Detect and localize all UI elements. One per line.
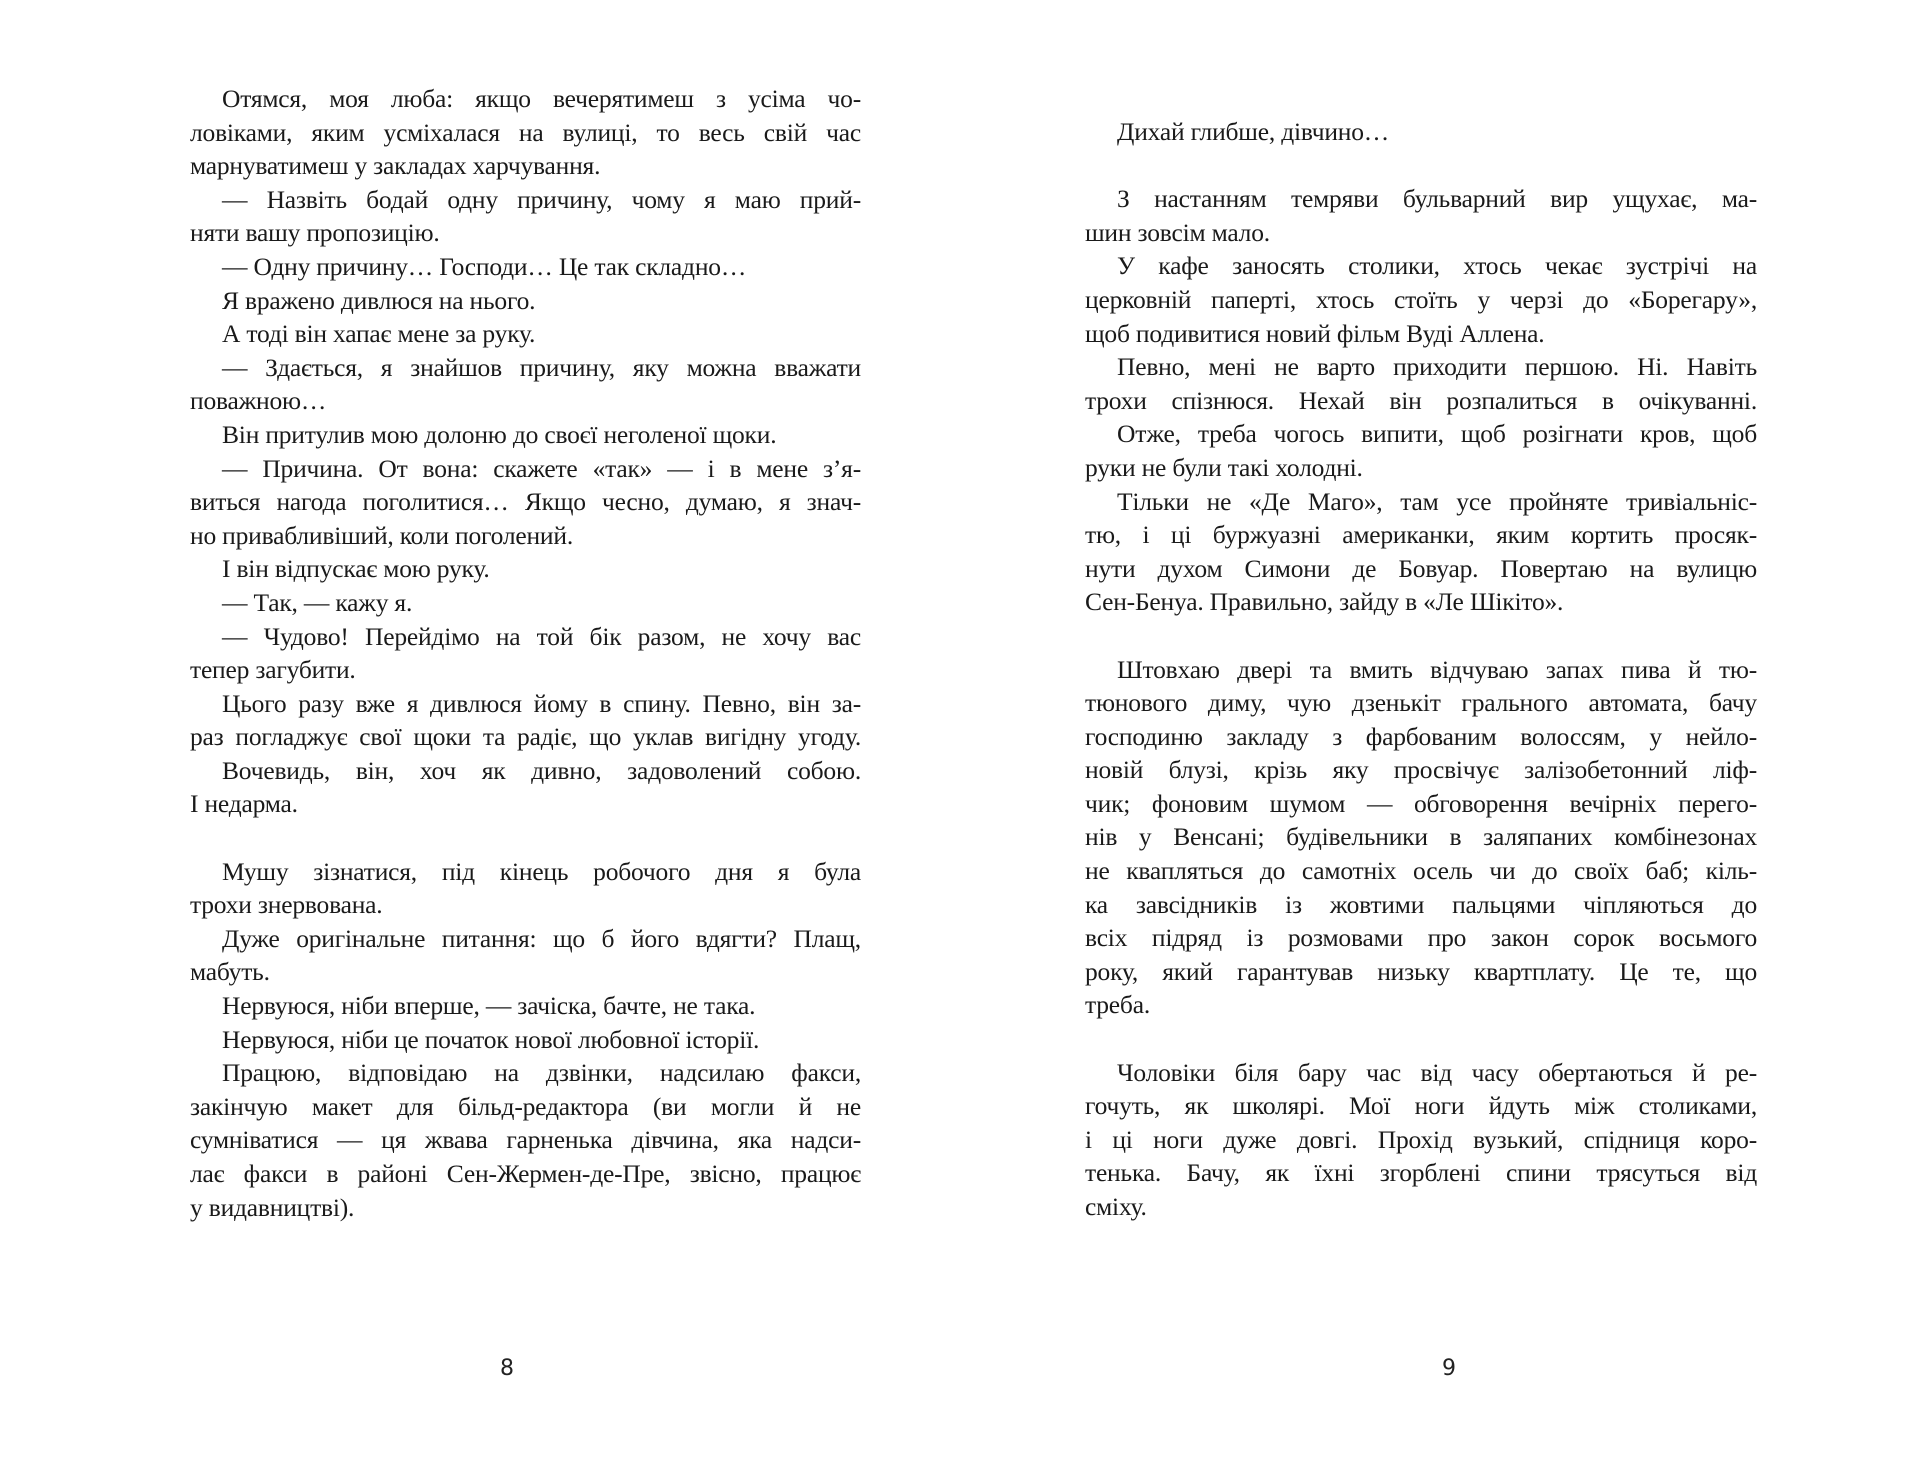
text-line: тепер загубити. [190,655,356,685]
text-line: І він відпускає мою руку. [222,554,490,584]
text-line: поважною… [190,386,327,416]
text-line: Нервуюся, ніби вперше, — зачіска, бачте, не така. [222,991,756,1021]
text-line: Сен-Бенуа. Правильно, зайду в «Ле Шікіто». [1085,587,1564,617]
blank-line [1085,149,1757,183]
text-line: господиню закладу з фарбованим волоссям, у нейло- [1085,721,1757,751]
text-line: Він притулив мою долоню до своєї неголеної щоки. [222,419,777,449]
text-line: но привабливіший, коли поголений. [190,520,573,550]
text-line: всіх підряд із розмовами про закон сорок восьмого [1085,923,1757,953]
blank-line [190,821,861,855]
page-number: 8 [500,1356,514,1381]
text-line: Цього разу вже я дивлюся йому в спину. Певно, він за- [222,688,861,718]
text-line: лає факси в районі Сен-Жермен-де-Пре, звісно, працює [190,1159,861,1188]
text-line: Дуже оригінальне питання: що б його вдягти? Плащ, [222,923,861,953]
text-line: Чоловіки біля бару час від часу обертаються й ре- [1117,1057,1757,1087]
text-line: Отямся, моя люба: якщо вечерятимеш з усіма чо- [222,84,861,113]
text-line: щоб подивитися новий фільм Вуді Аллена. [1085,318,1545,348]
text-line: — Здається, я знайшов причину, яку можна вважати [222,352,861,382]
text-line: тюнового диму, чую дзенькіт грального автомата, бачу [1085,688,1757,718]
text-line: — Так, — кажу я. [222,587,413,617]
text-line: ка завсідників із жовтими пальцями чіпляються до [1085,889,1757,919]
text-line: сміху. [1085,1192,1147,1221]
text-line: мабуть. [190,957,270,987]
text-line: трохи знервована. [190,890,383,920]
page-number: 9 [1442,1356,1456,1381]
text-line: року, який гарантував низьку квартплату. Це те, що [1085,956,1757,986]
text-line: виться нагода поголитися… Якщо чесно, думаю, я знач- [190,487,861,517]
text-line: ловіками, яким усміхалася на вулиці, то весь свій час [190,117,861,147]
text-line: новій блузі, крізь яку просвічує залізобетонний ліф- [1085,755,1757,785]
text-line: нути духом Симони де Бовуар. Повертаю на вулицю [1085,553,1757,583]
text-line: не кваплятьcя до самотніх осель чи до своїх баб; кіль- [1085,856,1757,886]
blank-line [1085,1022,1757,1056]
right-page [960,0,1920,1467]
text-line: руки не були такі холодні. [1085,452,1363,482]
text-line: закінчую макет для більд-редактора (ви могли й не [190,1091,861,1121]
text-line: Нервуюся, ніби це початок нової любовної історії. [222,1024,760,1054]
text-line: чик; фоновим шумом — обговорення вечірніх перего- [1085,788,1757,818]
text-line: І недарма. [190,789,298,819]
text-line: няти вашу пропозицію. [190,218,440,248]
text-line: Певно, мені не варто приходити першою. Ні. Навіть [1117,352,1757,382]
text-line: трохи спізнюся. Нехай він розпалиться в очікуванні. [1085,385,1757,415]
text-line: тю, і ці буржуазні американки, яким кортить просяк- [1085,520,1757,550]
text-line: раз погладжує свої щоки та радіє, що уклав вигідну угоду. [190,722,861,752]
text-line: — Назвіть бодай одну причину, чому я маю прий- [222,184,861,214]
text-line: Вочевидь, він, хоч як дивно, задоволений собою. [222,755,861,785]
text-line: Мушу зізнатися, під кінець робочого дня я була [222,856,861,886]
text-line: треба. [1085,990,1150,1020]
text-line: — Причина. От вона: скажете «так» — і в мене з’я- [222,453,861,483]
text-line: Працюю, відповідаю на дзвінки, надсилаю факси, [222,1058,861,1088]
text-line: З настанням темряви бульварний вир ущухає, ма- [1117,184,1757,214]
text-line: тенька. Бачу, як їхні згорблені спини трясуться від [1085,1158,1757,1188]
text-line: нів у Венсані; будівельники в заляпаних комбінезонах [1085,822,1757,852]
text-line: і ці ноги дуже довгі. Прохід вузький, спідниця коро- [1085,1124,1757,1154]
text-line: Я вражено дивлюся на нього. [222,285,536,315]
text-line: Дихай глибше, дівчино… [1117,117,1390,146]
text-line: сумніватися — ця жвава гарненька дівчина, яка надси- [190,1125,861,1155]
text-line: А тоді він хапає мене за руку. [222,319,536,349]
text-line: — Одну причину… Господи… Це так складно… [222,251,747,281]
right-page-text [1085,115,1757,1224]
text-line: марнуватимеш у закладах харчування. [190,151,601,181]
left-page-text [190,82,861,1224]
text-line: церковній паперті, хтось стоїть у черзі до «Борегару», [1085,284,1757,314]
text-line: Штовхаю двері та вмить відчуваю запах пива й тю- [1117,654,1757,684]
text-line: гочуть, як школярі. Мої ноги йдуть між столиками, [1085,1091,1757,1121]
text-line: у видавництві). [190,1192,355,1222]
text-line: Отже, треба чогось випити, щоб розігнати кров, щоб [1117,419,1757,449]
text-line: — Чудово! Перейдімо на той бік разом, не хочу вас [222,621,861,651]
text-line: Тільки не «Де Маго», там усе пройняте тривіальніс- [1117,486,1757,516]
text-line: шин зовсім мало. [1085,217,1270,247]
blank-line [1085,619,1757,653]
text-line: У кафе заносять столики, хтось чекає зустрічі на [1117,251,1757,281]
